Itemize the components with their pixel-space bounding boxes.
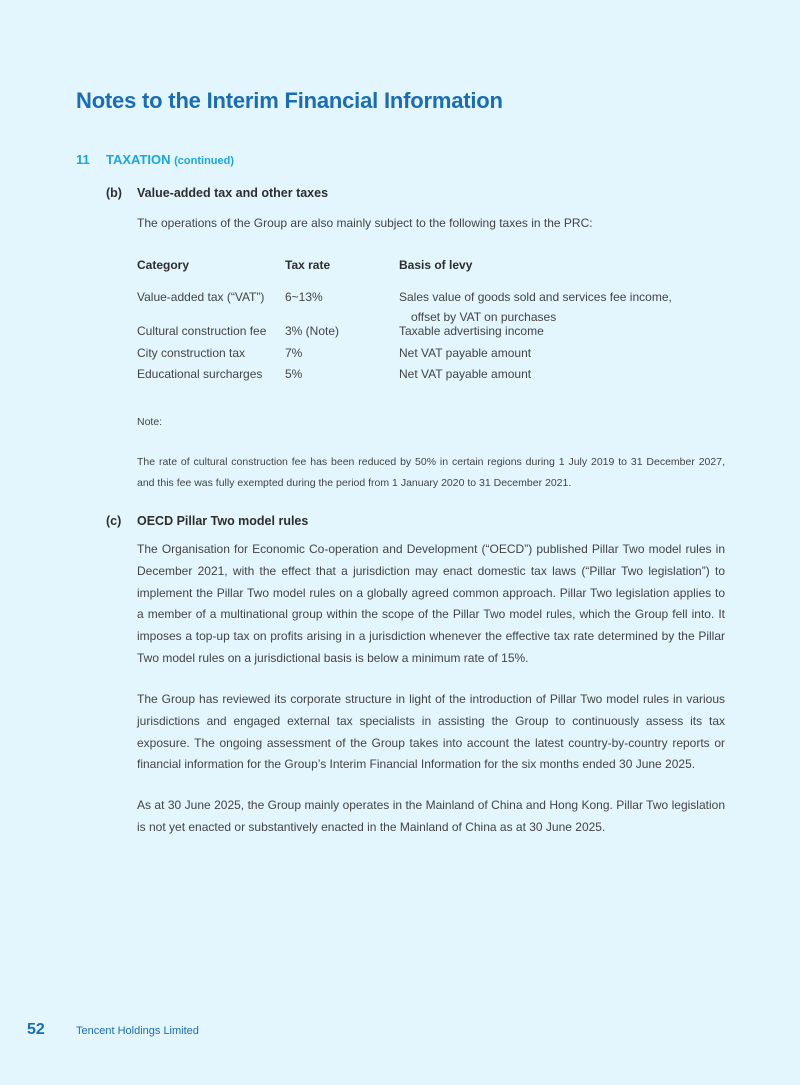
section-title: TAXATION [106, 152, 171, 167]
page-number: 52 [27, 1021, 45, 1038]
basis-line: Sales value of goods sold and services fee income, [399, 290, 672, 304]
table-row [137, 346, 729, 368]
subsection-b-intro: The operations of the Group are also mainly subject to the following taxes in the PRC: [137, 216, 593, 230]
pillar-two-paragraph-2 [137, 689, 725, 776]
table-cell-category: City construction tax [137, 345, 246, 360]
table-header-category: Category [137, 258, 190, 272]
subsection-b-heading [106, 186, 328, 200]
footer-company: Tencent Holdings Limited [76, 1025, 199, 1037]
note-label: Note: [137, 416, 163, 428]
note-text: The rate of cultural construction fee has been reduced by 50% in certain regions during 1 July 2019 to 31 December 2027, and this fee was fully exempted during the period from 1 January 2020 to 31 December 2021. [137, 456, 725, 489]
table-cell-category: Value-added tax (“VAT”) [137, 290, 265, 304]
subsection-c-heading [106, 514, 308, 528]
subsection-b-title: Value-added tax and other taxes [137, 186, 329, 200]
table-header-tax-rate: Tax rate [285, 258, 331, 272]
paragraph-text: As at 30 June 2025, the Group mainly operates in the Mainland of China and Hong Kong. Pillar Two legislation is not yet enacted or substantively enacted in the Mainland of China as at 30 June 2025. [137, 798, 725, 834]
subsection-b-letter: (b) [106, 186, 122, 200]
pillar-two-paragraph-1 [137, 539, 725, 670]
table-cell-category: Cultural construction fee [137, 324, 267, 338]
table-row [137, 324, 729, 346]
section-number: 11 [76, 152, 90, 167]
paragraph-text: The Group has reviewed its corporate structure in light of the introduction of Pillar Two model rules in various jurisdictions and engaged external tax specialists in assisting the Group to continuously assess its tax exposure. The ongoing assessment of the Group takes into account the latest country-by-country reports or financial information for the Group’s Interim Financial Information for the six months ended 30 June 2025. [137, 692, 725, 772]
table-header-basis: Basis of levy [399, 258, 473, 272]
table-cell-rate: 3% (Note) [285, 324, 340, 338]
pillar-two-paragraph-3 [137, 795, 725, 839]
page-title: Notes to the Interim Financial Information [76, 88, 503, 113]
paragraph-text: The Organisation for Economic Co-operation and Development (“OECD”) published Pillar Two model rules in December 2021, with the effect that a jurisdiction may enact domestic tax laws (“Pillar Two legislation”) to implement the Pillar Two model rules on a globally agreed common approach. Pillar Two legislation applies to a member of a multinational group within the scope of the Pillar Two model rules, which the Group fell into. It imposes a top-up tax on profits arising in a jurisdiction whenever the effective tax rate determined by the Pillar Two model rules on a jurisdictional basis is below a minimum rate of 15%. [137, 542, 725, 665]
table-cell-basis: Net VAT payable amount [399, 345, 532, 360]
basis-line-continued: offset by VAT on purchases [411, 310, 557, 324]
table-cell-basis: Net VAT payable amount [399, 367, 532, 381]
subsection-c-title: OECD Pillar Two model rules [137, 514, 309, 528]
table-row [137, 290, 729, 324]
section-continued: (continued) [174, 155, 235, 167]
table-cell-basis [399, 290, 729, 324]
section-heading [76, 152, 234, 167]
table-cell-rate: 7% [285, 345, 303, 360]
subsection-c-letter: (c) [106, 514, 122, 528]
table-cell-rate: 5% [285, 367, 303, 381]
tax-table [137, 258, 729, 389]
table-cell-basis: Taxable advertising income [399, 324, 544, 338]
table-header-row [137, 258, 729, 290]
table-cell-category: Educational surcharges [137, 367, 263, 381]
table-cell-rate: 6~13% [285, 290, 323, 304]
table-row [137, 367, 729, 389]
